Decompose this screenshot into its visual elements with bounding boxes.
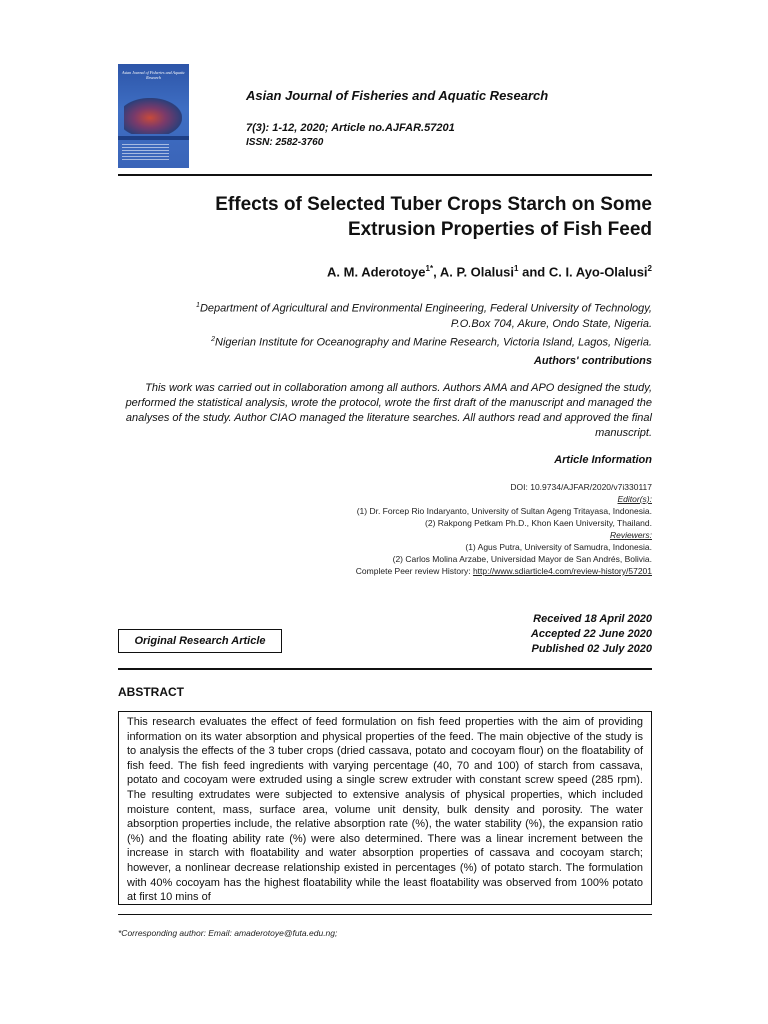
cover-text-lines (122, 144, 169, 160)
cover-fish-illustration (124, 98, 182, 134)
affiliations (92, 298, 652, 350)
author-separator: , (433, 264, 440, 280)
paper-title-line-2: Extrusion Properties of Fish Feed (347, 219, 652, 240)
affiliation-mark: 2 (211, 335, 216, 343)
author-name: C. I. Ayo-Olalusi (548, 264, 648, 280)
journal-citation: 7(3): 1-12, 2020; Article no.AJFAR.57201 (246, 122, 455, 134)
footnote-rule (118, 914, 652, 915)
editors-label: Editor(s): (617, 494, 652, 504)
corresponding-author-footnote: *Corresponding author: Email: amaderotoye@futa.edu.ng; (118, 928, 338, 938)
article-info-heading: Article Information (554, 454, 652, 466)
journal-name: Asian Journal of Fisheries and Aquatic Research (246, 88, 549, 103)
journal-cover-image (118, 64, 189, 168)
doi[interactable]: DOI: 10.9734/AJFAR/2020/v7i330117 (510, 482, 652, 492)
editor-entry: (1) Dr. Forcep Rio Indaryanto, University of Sultan Ageng Tritayasa, Indonesia. (356, 506, 652, 516)
author-affiliation-mark: 1 (514, 264, 519, 273)
author-name: A. M. Aderotoye (327, 264, 426, 280)
publication-dates (531, 612, 652, 657)
contributions-heading: Authors' contributions (533, 355, 652, 367)
abstract-text: This research evaluates the effect of feed formulation on fish feed properties with the aim of providing information on its water absorption and physical properties of the feed. The main objective of the study is to analysis the effects of the 3 tuber crops (dried cassava, potato and cocoyam flour) on the floatability of fish feed. The fish feed ingredients with varying percentage (40, 70 and 100) of starch from cassava, potato and cocoyam were extruded using a single screw extruder with constant screw speed (285 rpm). The resulting extrudates were subjected to extensive analysis of physical properties, which included moisture content, mass, surface area, volume unit density, bulk density and porosity. The water absorption properties include, the relative absorption rate (%), the water stability (%), the expansion ratio (%) and the floating ability rate (%) were also determined. There was a linear increment between the increase in starch with floatability and water absorption properties of cassava and cocoyam starch; however, a nonlinear decrease relationship existed in percentages (%) of potato starch. The formulation with 40% cocoyam has the highest floatability while the least floatability was observed from 100% potato at first 10 mins of (118, 711, 652, 905)
editor-entry: (2) Rakpong Petkam Ph.D., Khon Kaen University, Thailand. (425, 518, 652, 528)
author-separator: and (518, 264, 549, 280)
article-info-block (232, 481, 652, 577)
section-rule (118, 668, 652, 670)
author-name: A. P. Olalusi (439, 264, 515, 280)
cover-band (118, 136, 189, 140)
affiliation-2: $^2$Nigerian Institute for Oceanography and Marine Research, Victoria Island, Lagos, Nigeria. (211, 335, 652, 349)
author-list (327, 264, 652, 279)
paper-title (132, 192, 652, 242)
review-history: Complete Peer review History: http://www.sdiarticle4.com/review-history/57201 (355, 566, 652, 576)
published-date: Published 02 July 2020 (531, 643, 652, 655)
author-affiliation-mark: 2 (647, 264, 652, 273)
author-affiliation-mark: 1* (425, 264, 434, 273)
affiliation-mark: 1 (196, 302, 200, 309)
review-history-link[interactable]: http://www.sdiarticle4.com/review-history/57201 (472, 566, 652, 576)
cover-title: Asian Journal of Fisheries and Aquatic Research (122, 70, 185, 80)
abstract-heading: ABSTRACT (118, 685, 184, 699)
paper-title-line-1: Effects of Selected Tuber Crops Starch on Some (215, 194, 652, 215)
affiliation-1-line-2: P.O.Box 704, Akure, Ondo State, Nigeria. (450, 317, 652, 330)
affiliation-1-line-1: $^1$Department of Agricultural and Environmental Engineering, Federal University of Technology, (196, 302, 652, 315)
header-rule (118, 174, 652, 176)
reviewers-label: Reviewers: (609, 530, 652, 540)
received-date: Received 18 April 2020 (533, 613, 652, 625)
article-type-box: Original Research Article (118, 629, 282, 653)
contributions-text: This work was carried out in collaboration among all authors. Authors AMA and APO designed the study, performed the statistical analysis, wrote the protocol, wrote the first draft of the manuscript and managed the analyses of the study. Author CIAO managed the literature searches. All authors read and approved the final manuscript. (125, 382, 652, 439)
reviewer-entry: (2) Carlos Molina Arzabe, Universidad Mayor de San Andrés, Bolivia. (392, 554, 652, 564)
journal-issn: ISSN: 2582-3760 (246, 137, 324, 148)
accepted-date: Accepted 22 June 2020 (530, 628, 652, 640)
reviewer-entry: (1) Agus Putra, University of Samudra, Indonesia. (465, 542, 652, 552)
